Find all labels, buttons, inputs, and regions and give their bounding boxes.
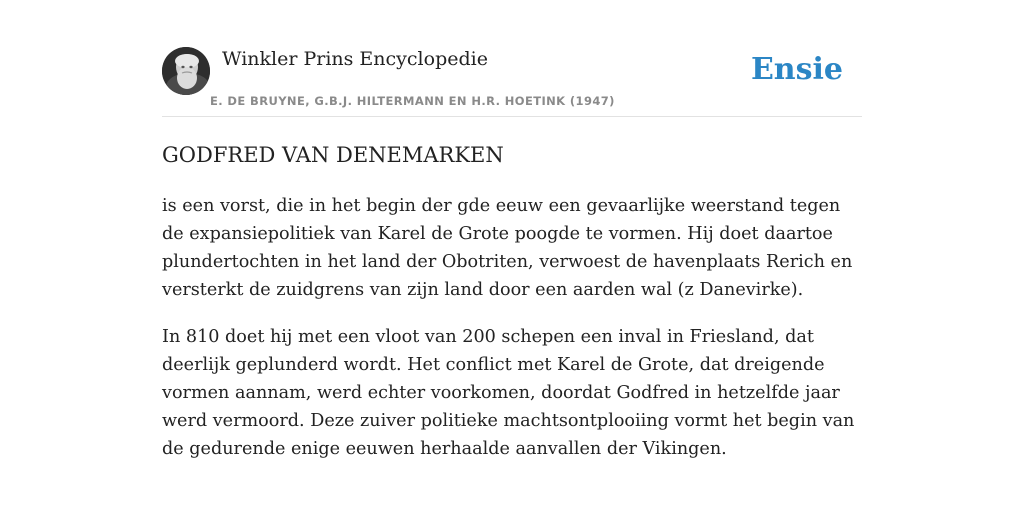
author-portrait-icon[interactable] — [162, 47, 210, 95]
authors-line: E. DE BRUYNE, G.B.J. HILTERMANN EN H.R. HOETINK (1947) — [210, 94, 615, 108]
ensie-logo[interactable]: Ensie — [750, 52, 843, 87]
entry-paragraph: In 810 doet hij met een vloot van 200 schepen een inval in Friesland, dat deerlijk geplunderd wordt. Het conflict met Karel de Grote, dat dreigende vormen aannam, werd echter voorkomen, doordat Godfred in hetzelfde jaar werd vermoord. Deze zuiver politieke machtsontplooiing vormt het begin van de gedurende enige eeuwen herhaalde aanvallen der Vikingen. — [162, 327, 855, 459]
entry-paragraph: is een vorst, die in het begin der gde eeuw een gevaarlijke weerstand tegen de expansiepolitiek van Karel de Grote poogde te vormen. Hij doet daartoe plundertochten in het land der Obotriten, verwoest de havenplaats Rerich en versterkt de zuidgrens van zijn land door een aarden wal (z Danevirke). — [162, 196, 853, 300]
portrait-image — [162, 47, 210, 95]
header — [162, 44, 862, 117]
entry-title: GODFRED VAN DENEMARKEN — [162, 143, 504, 167]
book-title[interactable]: Winkler Prins Encyclopedie — [222, 48, 488, 70]
page — [162, 0, 862, 512]
